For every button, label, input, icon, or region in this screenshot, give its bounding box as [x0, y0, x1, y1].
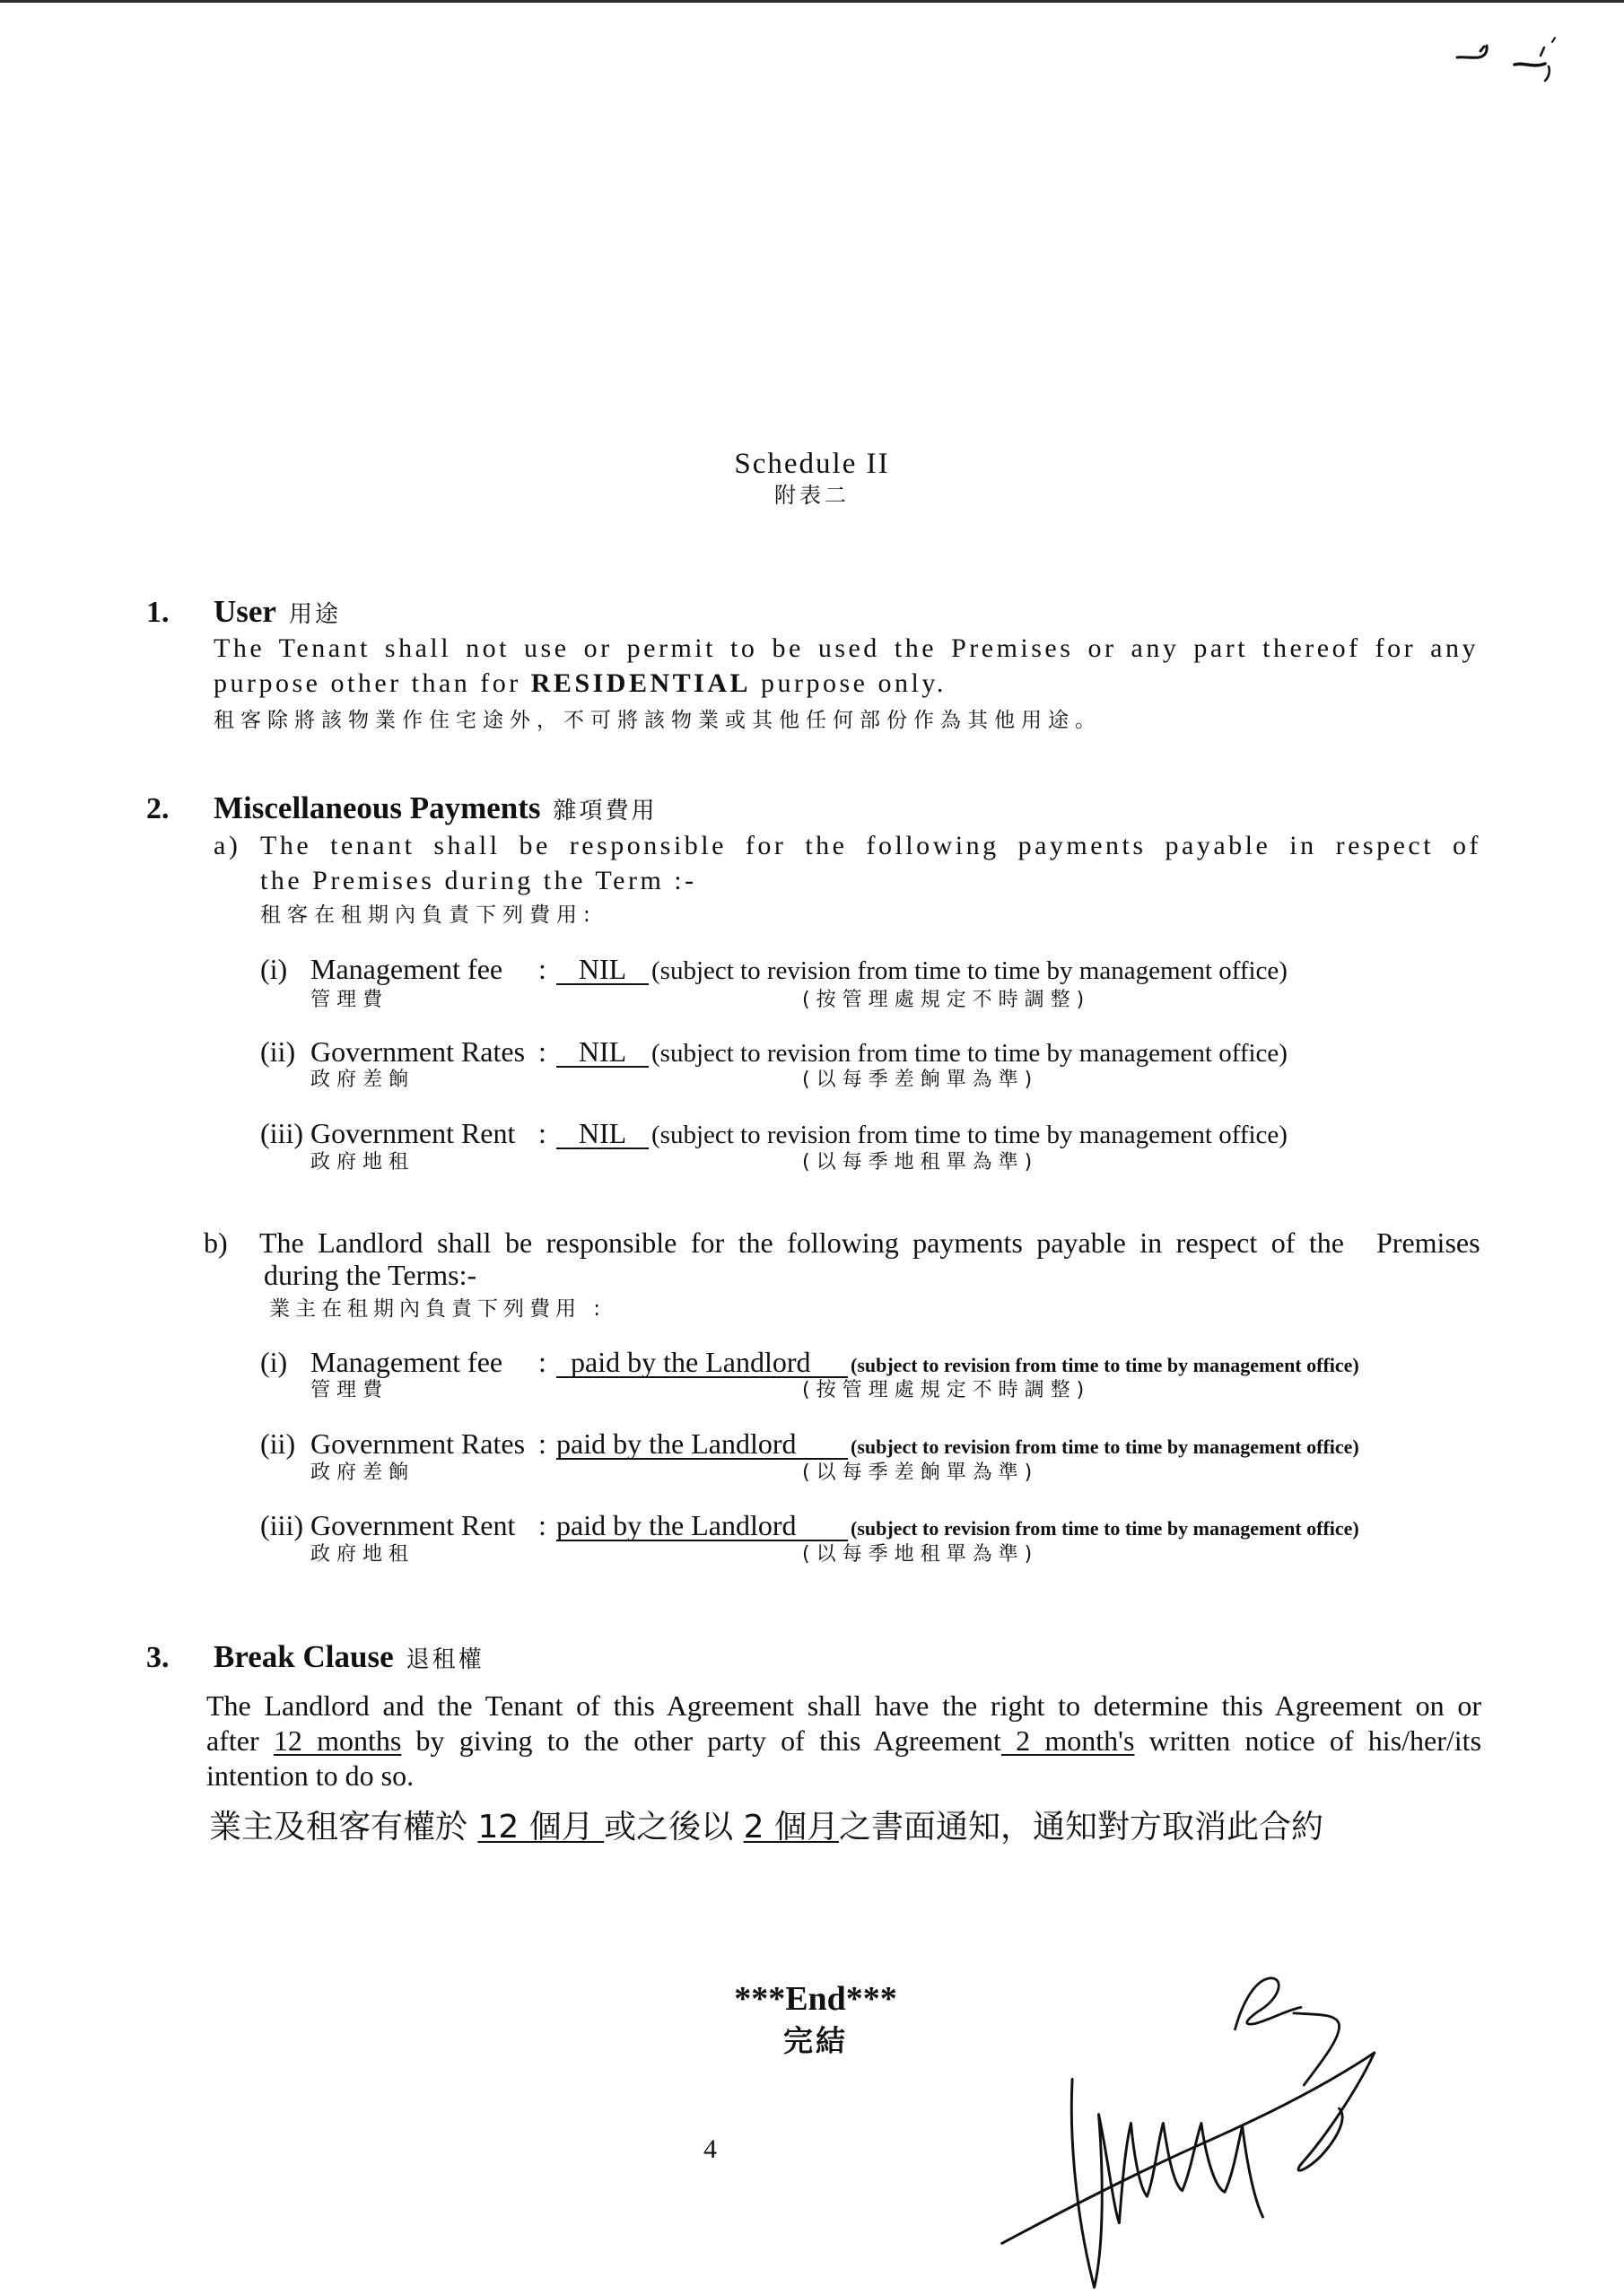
clause2b-item [260, 1424, 1359, 1463]
clause3-line2-mid: by giving to the other party of this Agreement [401, 1724, 1001, 1757]
end-marker-zh: 完結 [783, 2023, 848, 2058]
item-label: (i) [260, 1346, 288, 1378]
item-note: (subject to revision from time to time by management office) [851, 1435, 1359, 1458]
item-note: (subject to revision from time to time by management office) [651, 956, 1288, 985]
item-note-zh: (以每季差餉單為準) [802, 1069, 1039, 1091]
end-marker: ***End*** [734, 1980, 897, 2018]
item-name-zh: 管理費 [310, 1379, 389, 1401]
clause3-zh-post: 之書面通知，通知對方取消此合約 [838, 1809, 1323, 1846]
clause3-zh-mid: 或之後以 [604, 1809, 744, 1846]
item-name-zh: 政府地租 [310, 1543, 415, 1566]
item-value: NIL [556, 958, 649, 985]
item-value: paid by the Landlord [556, 1514, 848, 1541]
item-label: (iii) [260, 1509, 303, 1541]
item-note: (subject to revision from time to time by management office) [851, 1354, 1359, 1376]
item-name: Government Rates [310, 1035, 526, 1068]
schedule-title-zh: 附表二 [774, 483, 850, 508]
item-name: Government Rates [310, 1427, 526, 1460]
signature [996, 1965, 1382, 2293]
item-name-zh: 政府地租 [310, 1151, 415, 1174]
corner-marks [1445, 32, 1561, 84]
clause1-line1: The Tenant shall not use or permit to be used the Premises or any part thereof for any [214, 633, 1479, 663]
item-name: Government Rent [310, 1509, 516, 1541]
item-colon: : [538, 1427, 546, 1460]
clause2a-intro [214, 828, 1481, 864]
break-period: 12 months [273, 1724, 402, 1757]
clause3-title: Break Clause [214, 1639, 394, 1674]
clause2b-line1: The Landlord shall be responsible for the following payments payable in respect of the [259, 1226, 1344, 1259]
clause2b-text-zh: 業主在租期內負責下列費用 : [269, 1297, 607, 1321]
clause3-line2 [206, 1723, 1481, 1758]
clause2a-item-zh [0, 987, 1624, 1014]
item-colon: : [538, 1346, 546, 1378]
clause3-line3: intention to do so. [206, 1759, 415, 1792]
item-value: paid by the Landlord [556, 1351, 848, 1378]
clause2b-item [260, 1505, 1359, 1545]
item-value: NIL [556, 1122, 649, 1149]
clause2b-item [260, 1342, 1359, 1382]
item-note-zh: (按管理處規定不時調整) [802, 989, 1091, 1011]
item-note: (subject to revision from time to time by management office) [651, 1039, 1288, 1068]
clause3-title-zh: 退租權 [406, 1646, 485, 1673]
scan-edge-line [0, 0, 1624, 3]
clause3-heading [146, 1637, 485, 1677]
item-colon: : [538, 1117, 546, 1149]
item-colon: : [538, 1509, 546, 1541]
clause2a-label: a) [214, 831, 241, 860]
notice-period: 2 month's [1000, 1724, 1135, 1757]
item-name-zh: 政府差餉 [310, 1462, 415, 1484]
item-note-zh: (以每季地租單為準) [802, 1151, 1039, 1174]
item-name-zh: 管理費 [310, 989, 389, 1011]
item-name: Government Rent [310, 1117, 516, 1149]
item-name-zh: 政府差餉 [310, 1069, 415, 1091]
item-colon: : [538, 1035, 546, 1068]
clause2a-item [260, 1113, 1288, 1153]
page-number: 4 [703, 2134, 717, 2164]
clause3-text-zh [209, 1808, 1323, 1847]
clause2a-item [260, 949, 1288, 989]
item-colon: : [538, 953, 546, 985]
clause1-line2-pre: purpose other than for [214, 668, 531, 698]
clause1-text-zh: 租客除將該物業作住宅途外，不可將該物業或其他任何部份作為其他用途。 [214, 709, 1102, 732]
notice-period-zh: 2 個月 [743, 1809, 839, 1846]
item-value: paid by the Landlord [556, 1433, 848, 1460]
clause2-number: 2. [146, 792, 170, 825]
clause2b-item-zh [0, 1377, 1624, 1404]
item-label: (i) [260, 953, 288, 985]
clause2a-item-zh [0, 1149, 1624, 1176]
clause2a-item [260, 1032, 1288, 1071]
clause2a-text-zh: 租客在租期內負責下列費用: [260, 903, 597, 927]
clause1-line2 [214, 666, 947, 702]
item-label: (ii) [260, 1035, 296, 1068]
item-note: (subject to revision from time to time by management office) [651, 1121, 1288, 1149]
clause2a-item-zh [0, 1067, 1624, 1094]
item-value: NIL [556, 1041, 649, 1068]
item-note-zh: (以每季地租單為準) [802, 1543, 1039, 1566]
item-label: (ii) [260, 1427, 296, 1460]
break-period-zh: 12 個月 [477, 1809, 605, 1846]
clause3-line2-pre: after [206, 1724, 274, 1757]
item-label: (iii) [260, 1117, 303, 1149]
clause2-title-zh: 雜項費用 [553, 798, 658, 825]
item-note-zh: (以每季差餉單為準) [802, 1462, 1039, 1484]
clause2a-line2: the Premises during the Term :- [260, 866, 697, 895]
clause1-number: 1. [146, 596, 170, 629]
clause1-title-zh: 用途 [288, 601, 341, 628]
item-name: Management fee [310, 1346, 503, 1378]
clause2b-line1-end: Premises [1376, 1226, 1480, 1259]
clause3-number: 3. [146, 1641, 170, 1674]
clause2a-line1: The tenant shall be responsible for the following payments payable in respect of [260, 831, 1481, 860]
clause2b-item-zh [0, 1541, 1624, 1568]
clause3-line2-post: written notice of his/her/its [1134, 1724, 1482, 1757]
clause1-residential: RESIDENTIAL [530, 668, 751, 698]
clause2b-label: b) [204, 1226, 228, 1259]
clause2-title: Miscellaneous Payments [214, 790, 541, 825]
clause1-heading [146, 592, 341, 632]
clause2b-item-zh [0, 1460, 1624, 1487]
clause3-zh-pre: 業主及租客有權於 [209, 1809, 478, 1846]
clause2b-line2: during the Terms:- [264, 1259, 477, 1291]
clause1-title: User [214, 594, 276, 629]
item-name: Management fee [310, 953, 503, 985]
clause3-line1: The Landlord and the Tenant of this Agreement shall have the right to determine this Agreement on or [206, 1689, 1481, 1722]
schedule-title: Schedule II [734, 448, 890, 480]
item-note-zh: (按管理處規定不時調整) [802, 1379, 1091, 1401]
item-note: (subject to revision from time to time by management office) [851, 1517, 1359, 1540]
clause1-line2-post: purpose only. [751, 668, 947, 698]
clause2-heading [146, 789, 658, 828]
